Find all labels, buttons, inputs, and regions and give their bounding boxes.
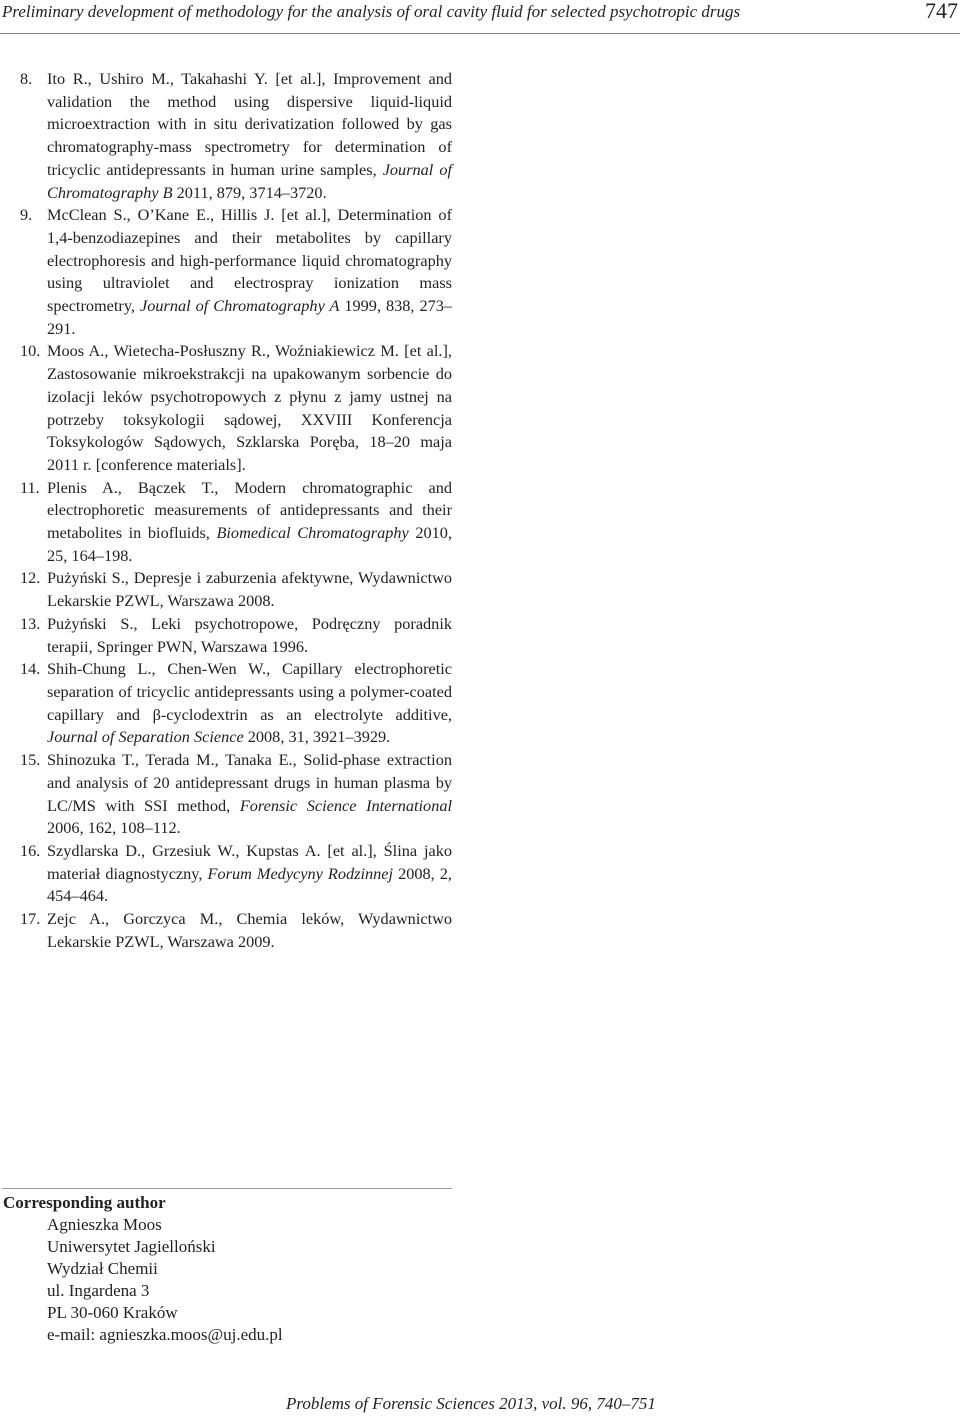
author-email: e-mail: agnieszka.moos@uj.edu.pl <box>47 1325 283 1344</box>
reference-item <box>20 658 452 749</box>
reference-text-segment: Pużyński S., Depresje i zaburzenia afektywne, Wydawnictwo Lekarskie PZWL, Warszawa 2008. <box>47 568 452 611</box>
reference-number: 17. <box>20 909 41 929</box>
reference-journal-title: Journal of Chromatography B <box>47 159 452 202</box>
reference-journal-title: Forensic Science International <box>239 795 452 815</box>
reference-text <box>47 477 452 568</box>
reference-text-segment: McClean S., O’Kane E., Hillis J. [et al.], Determination of 1,4-benzodiazepines and their metabolites by capillary electrophoresis and high-performance liquid chromatography using ultraviolet and electrospray ionization mass spectrometry, <box>47 205 452 316</box>
corresponding-author-rule <box>2 1188 452 1189</box>
reference-item <box>20 840 452 908</box>
reference-text-segment: Pużyński S., Leki psychotropowe, Podręczny poradnik terapii, Springer PWN, Warszawa 1996. <box>47 613 452 656</box>
reference-text <box>47 68 452 204</box>
reference-text-segment: 2008, 2, 454–464. <box>47 863 452 906</box>
running-head-title: Preliminary development of methodology for the analysis of oral cavity fluid for selected psychotropic drugs <box>2 2 741 21</box>
reference-text-segment: 2010, 25, 164–198. <box>47 523 453 565</box>
reference-text-segment: Ito R., Ushiro M., Takahashi Y. [et al.], Improvement and validation the method using dispersive liquid-liquid microextraction with in situ derivatization followed by gas chromatography-mass spectrometry for determination of tricyclic antidepressants in human urine samples, <box>47 69 452 179</box>
reference-number: 9. <box>20 205 33 225</box>
reference-journal-title: Biomedical Chromatography <box>216 523 409 543</box>
reference-list <box>20 68 452 953</box>
reference-number: 10. <box>20 341 41 361</box>
reference-number: 16. <box>20 840 41 860</box>
reference-text-segment: Plenis A., Bączek T., Modern chromatographic and electrophoretic measurements of antidepressants and their metabolites in biofluids, <box>47 477 452 543</box>
reference-journal-title: Journal of Separation Science <box>47 727 244 747</box>
author-university: Uniwersytet Jagielloński <box>47 1237 216 1256</box>
reference-text-segment: 2008, 31, 3921–3929. <box>243 727 391 747</box>
reference-text-segment: Shih-Chung L., Chen-Wen W., Capillary electrophoretic separation of tricyclic antidepressants using a polymer-coated capillary and β-cyclodextrin as an electrolyte additive, <box>47 659 452 724</box>
reference-number: 11. <box>20 477 40 497</box>
reference-journal-title: Forum Medycyny Rodzinnej <box>207 863 394 883</box>
reference-text-segment: Moos A., Wietecha-Posłuszny R., Woźniakiewicz M. [et al.], Zastosowanie mikroekstrakcji na upakowanym sorbencie do izolacji leków psychotropowych z płynu z jamy ustnej na potrzeby toksykologii sądowej, XXVIII Konferencja Toksykologów Sądowych, Szklarska Poręba, 18–20 maja 2011 r. [conference materials]. <box>47 341 452 474</box>
corresponding-author-block <box>3 1192 463 1346</box>
author-faculty: Wydział Chemii <box>47 1259 158 1278</box>
reference-item <box>20 908 452 953</box>
reference-number: 8. <box>20 69 33 88</box>
page-number: 747 <box>925 0 958 23</box>
reference-item <box>20 749 452 840</box>
reference-number: 12. <box>20 568 41 588</box>
reference-text-segment: 2011, 879, 3714–3720. <box>172 182 327 202</box>
header-rule <box>0 33 960 34</box>
reference-text <box>47 908 452 953</box>
reference-item <box>20 477 452 568</box>
reference-number: 14. <box>20 659 41 679</box>
author-city: PL 30-060 Kraków <box>47 1303 178 1322</box>
reference-text-segment: Szydlarska D., Grzesiuk W., Kupstas A. [et al.], Ślina jako materiał diagnostyczny, <box>47 840 452 883</box>
reference-text-segment: 2006, 162, 108–112. <box>47 818 181 838</box>
reference-text-segment: Zejc A., Gorczyca M., Chemia leków, Wydawnictwo Lekarskie PZWL, Warszawa 2009. <box>47 909 452 951</box>
author-name: Agnieszka Moos <box>47 1215 162 1234</box>
reference-text <box>47 204 452 340</box>
reference-item <box>20 567 452 612</box>
reference-item <box>20 68 452 204</box>
reference-item <box>20 340 452 476</box>
reference-item <box>20 613 452 658</box>
reference-text <box>47 567 452 612</box>
reference-text-segment: 1999, 838, 273–291. <box>47 296 453 338</box>
author-street: ul. Ingardena 3 <box>47 1281 150 1300</box>
reference-journal-title: Journal of Chromatography A <box>139 296 340 316</box>
reference-text <box>47 840 452 908</box>
reference-text <box>47 340 452 476</box>
journal-footer: Problems of Forensic Sciences 2013, vol. 96, 740–751 <box>286 1394 656 1413</box>
reference-item <box>20 204 452 340</box>
reference-text <box>47 749 452 840</box>
reference-text <box>47 613 452 658</box>
reference-text <box>47 658 452 749</box>
reference-number: 13. <box>20 613 41 633</box>
corresponding-author-heading: Corresponding author <box>3 1193 166 1212</box>
reference-text-segment: Shinozuka T., Terada M., Tanaka E., Solid-phase extraction and analysis of 20 antidepressant drugs in human plasma by LC/MS with SSI method, <box>47 750 452 815</box>
running-head <box>0 0 960 34</box>
reference-number: 15. <box>20 750 41 770</box>
